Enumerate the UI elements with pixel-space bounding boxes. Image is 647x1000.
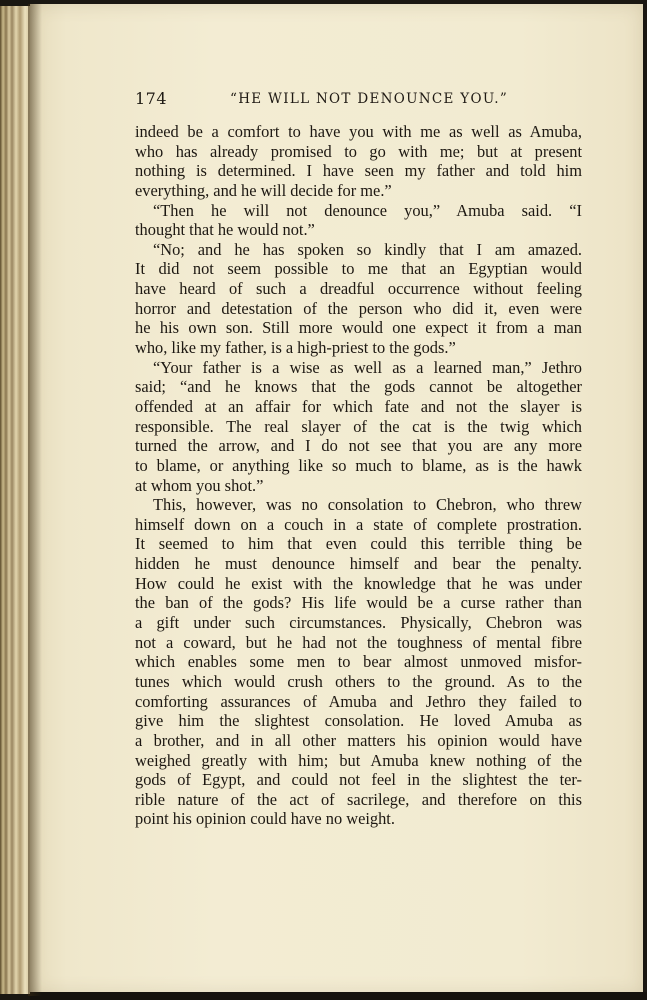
text-line: This, however, was no consolation to Chebron, who threw xyxy=(153,495,582,515)
text-line: comforting assurances of Amuba and Jethro they failed to xyxy=(135,691,582,711)
gutter-shadow xyxy=(28,4,42,996)
text-line: gods of Egypt, and could not feel in the slightest the ter- xyxy=(135,770,582,790)
text-line: which enables some men to bear almost unmoved misfor- xyxy=(135,652,582,672)
text-line: the ban of the gods? His life would be a curse rather than xyxy=(135,593,582,613)
page-number: 174 xyxy=(135,89,168,108)
text-line: said; “and he knows that the gods cannot be altogether xyxy=(135,377,582,397)
text-line: turned the arrow, and I do not see that you are any more xyxy=(135,436,582,456)
text-line: “Then he will not denounce you,” Amuba said. “I xyxy=(153,200,582,220)
text-line: at whom you shot.” xyxy=(135,475,264,495)
text-line: It seemed to him that even could this terrible thing be xyxy=(135,534,582,554)
text-line: responsible. The real slayer of the cat is the twig which xyxy=(135,416,582,436)
text-line: It did not seem possible to me that an Egyptian would xyxy=(135,259,582,279)
text-line: he his own son. Still more would one expect it from a man xyxy=(135,318,582,338)
text-line: How could he exist with the knowledge that he was under xyxy=(135,573,582,593)
text-line: a brother, and in all other matters his opinion would have xyxy=(135,730,582,750)
text-line: nothing is determined. I have seen my father and told him xyxy=(135,161,582,181)
text-line: horror and detestation of the person who did it, even were xyxy=(135,298,582,318)
text-line: not a coward, but he had not the toughness of mental fibre xyxy=(135,632,582,652)
text-line: indeed be a comfort to have you with me as well as Amuba, xyxy=(135,122,582,141)
text-line: everything, and he will decide for me.” xyxy=(135,180,392,200)
page-header xyxy=(135,89,582,111)
text-line: “No; and he has spoken so kindly that I am amazed. xyxy=(153,239,582,259)
text-line: who, like my father, is a high-priest to the gods.” xyxy=(135,338,456,358)
text-line: point his opinion could have no weight. xyxy=(135,809,395,829)
text-line: weighed greatly with him; but Amuba knew nothing of the xyxy=(135,750,582,770)
text-line: hidden he must denounce himself and bear the penalty. xyxy=(135,554,582,574)
bottom-edge xyxy=(30,992,647,1000)
text-line: who has already promised to go with me; but at present xyxy=(135,141,582,161)
text-line: tunes which would crush others to the ground. As to the xyxy=(135,671,582,691)
text-line: give him the slightest consolation. He loved Amuba as xyxy=(135,711,582,731)
text-line: “Your father is a wise as well as a learned man,” Jethro xyxy=(153,357,582,377)
text-line: himself down on a couch in a state of complete prostration. xyxy=(135,514,582,534)
body-text xyxy=(135,122,582,829)
text-line: thought that he would not.” xyxy=(135,220,315,240)
text-line: to blame, or anything like so much to blame, as is the hawk xyxy=(135,455,582,475)
running-head: “HE WILL NOT DENOUNCE YOU.” xyxy=(230,91,509,107)
text-line: rible nature of the act of sacrilege, and therefore on this xyxy=(135,789,582,809)
text-line: a gift under such circumstances. Physically, Chebron was xyxy=(135,613,582,633)
text-line: offended at an affair for which fate and not the slayer is xyxy=(135,396,582,416)
text-line: have heard of such a dreadful occurrence without feeling xyxy=(135,279,582,299)
